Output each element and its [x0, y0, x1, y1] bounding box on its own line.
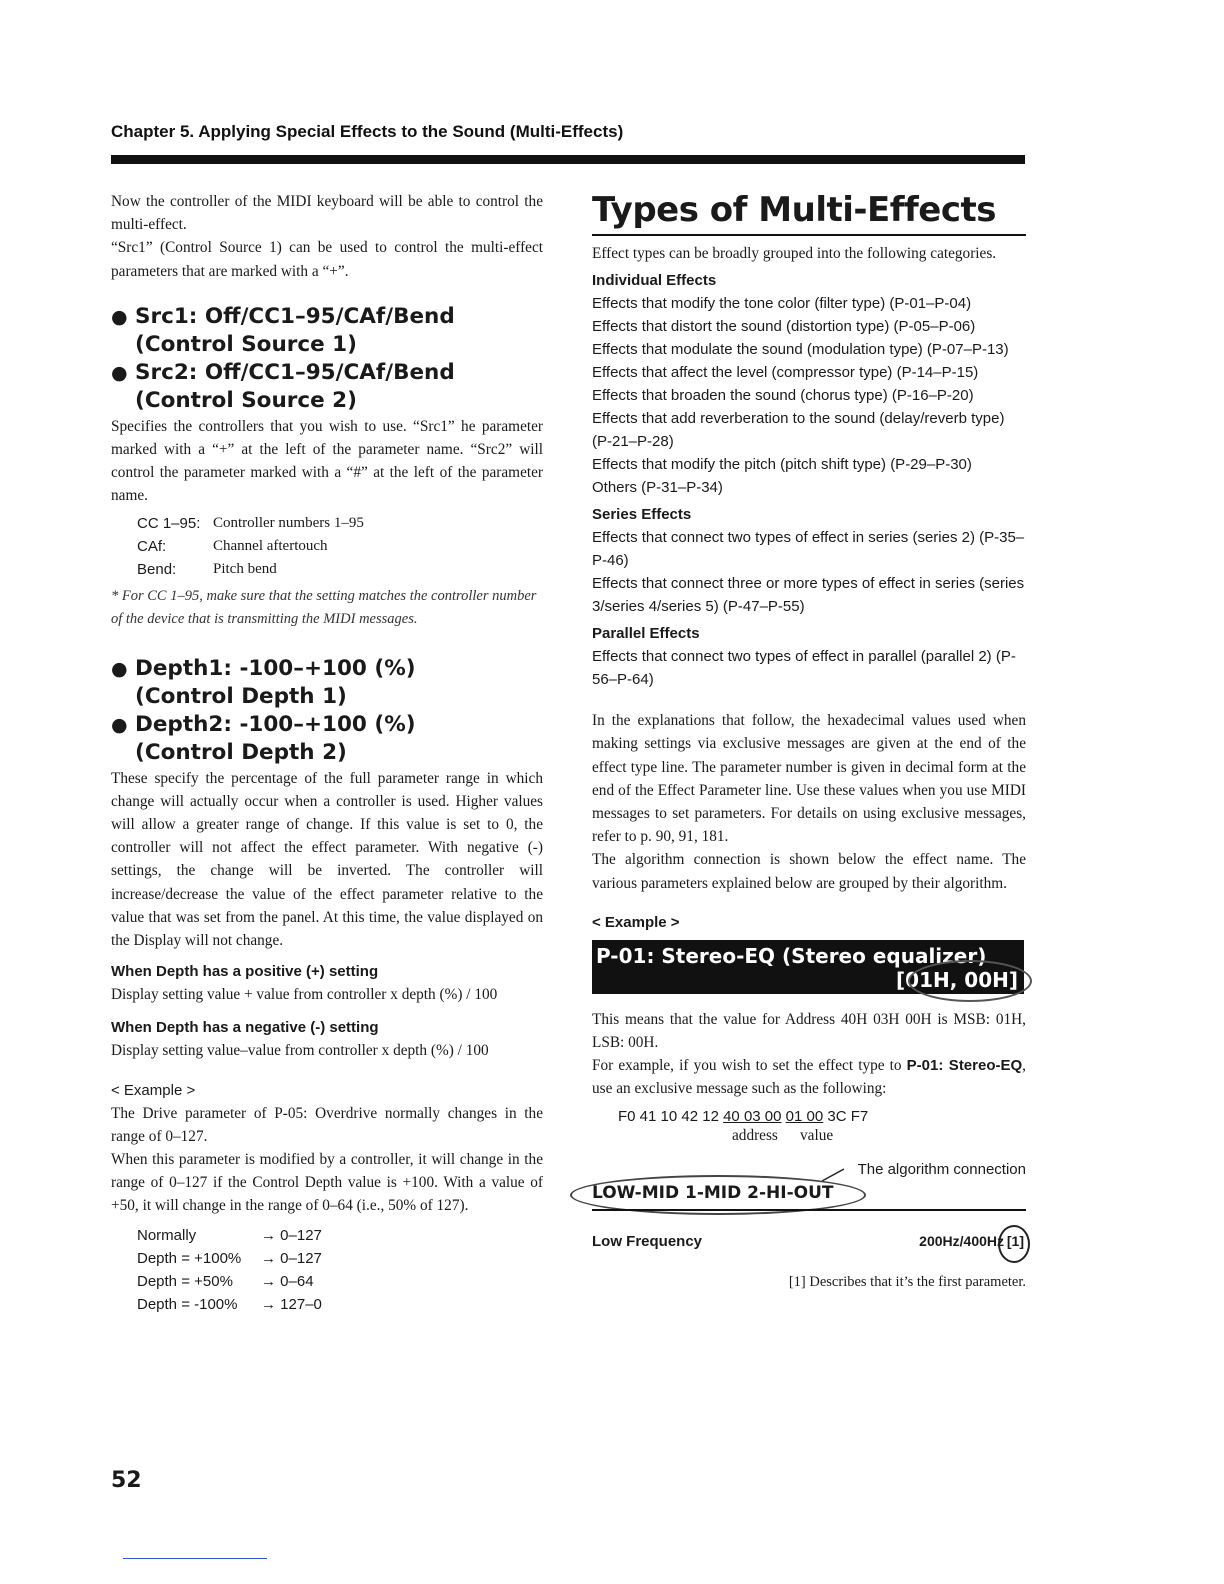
effect-type-banner — [592, 940, 1024, 994]
src2-heading: ● Src2: Off/CC1–95/CAf/Bend (Control Source 2) — [111, 359, 455, 414]
example-row: Depth = +100% → 0–127 — [137, 1249, 322, 1267]
negative-depth-body: Display setting value–value from controller x depth (%) / 100 — [111, 1042, 489, 1060]
explain-paragraph-2: The algorithm connection is shown below the effect name. The various parameters explained below are grouped by their algorithm. — [592, 851, 1026, 892]
left-column — [111, 190, 543, 1316]
parameter-value: 200Hz/400Hz — [919, 1232, 1004, 1249]
algorithm-example — [592, 1161, 1026, 1233]
banner-hex: [01H, 00H] — [896, 967, 1018, 992]
src-table — [111, 512, 543, 581]
banner-title: P-01: Stereo-EQ (Stereo equalizer) — [596, 943, 987, 968]
right-column — [592, 190, 1026, 1294]
list-item: Effects that add reverberation to the sound (delay/reverb type) (P-21–P-28) — [592, 410, 1005, 451]
example-body-1: The Drive parameter of P-05: Overdrive normally changes in the range of 0–127. — [111, 1104, 543, 1145]
positive-depth-body: Display setting value + value from controller x depth (%) / 100 — [111, 986, 498, 1004]
list-item: Effects that distort the sound (distortion type) (P-05–P-06) — [592, 318, 976, 336]
header-rule — [111, 155, 1025, 164]
parameter-line — [592, 1233, 1026, 1263]
bottom-line — [123, 1558, 267, 1559]
src-body: Specifies the controllers that you wish to use. “Src1” he parameter marked with a “+” at the left of the parameter name. “Src2” will control the parameter marked with a “#” at the left of the parameter name. — [111, 417, 543, 505]
list-item: Effects that modulate the sound (modulation type) (P-07–P-13) — [592, 341, 1009, 359]
src-row: CC 1–95: Controller numbers 1–95 — [137, 514, 364, 532]
individual-effects-heading: Individual Effects — [592, 272, 717, 290]
explain-paragraph-1: In the explanations that follow, the hexadecimal values used when making settings via exclusive messages are given at the end of the effect type line. The parameter number is given in decimal form at the end of the Effect Parameter line. Use these values when you use MIDI messages to set parameters. For details on using exclusive messages, refer to p. 90, 91, 181. — [592, 712, 1026, 846]
src-row: CAf: Channel aftertouch — [137, 537, 328, 555]
list-item: Effects that connect three or more types of effect in series (series 3/series 4/series 5) (P-47–P-55) — [592, 575, 1025, 616]
src-note: * For CC 1–95, make sure that the setting matches the controller number of the device that is transmitting the MIDI messages. — [111, 587, 537, 627]
example-label: < Example > — [111, 1081, 196, 1099]
negative-depth-heading: When Depth has a negative (-) setting — [111, 1019, 379, 1037]
algorithm-name: LOW-MID 1-MID 2-HI-OUT — [592, 1182, 834, 1203]
depth1-heading: ● Depth1: -100–+100 (%) (Control Depth 1) — [111, 655, 416, 710]
bullet-icon: ● — [111, 305, 128, 328]
example-label: < Example > — [592, 913, 680, 931]
parameter-name: Low Frequency — [592, 1232, 703, 1250]
intro-paragraph-2: “Src1” (Control Source 1) can be used to control the multi-effect parameters that are marked with a “+”. — [111, 239, 543, 280]
algorithm-rule — [592, 1209, 1026, 1211]
bullet-icon: ● — [111, 713, 128, 736]
example-row: Depth = +50% → 0–64 — [137, 1272, 314, 1290]
title-rule — [592, 234, 1026, 236]
src1-heading: ● Src1: Off/CC1–95/CAf/Bend (Control Source 1) — [111, 303, 455, 358]
positive-depth-heading: When Depth has a positive (+) setting — [111, 963, 379, 981]
example-table — [111, 1224, 543, 1316]
bullet-icon: ● — [111, 361, 128, 384]
intro-paragraph-1: Now the controller of the MIDI keyboard will be able to control the multi-effect. — [111, 193, 543, 234]
individual-effects-list — [592, 292, 1026, 499]
means-text: This means that the value for Address 40H 03H 00H is MSB: 01H, LSB: 00H. — [592, 1010, 1026, 1052]
hex-highlight-circle — [908, 960, 1032, 1002]
categories-intro: Effect types can be broadly grouped into the following categories. — [592, 245, 997, 262]
list-item: Effects that broaden the sound (chorus type) (P-16–P-20) — [592, 387, 974, 405]
series-effects-heading: Series Effects — [592, 506, 692, 524]
section-title: Types of Multi-Effects — [592, 190, 997, 230]
list-item: Effects that connect two types of effect in series (series 2) (P-35–P-46) — [592, 529, 1025, 570]
for-example-text: For example, if you wish to set the effect type to P-01: Stereo-EQ, use an exclusive message such as the following: — [592, 1057, 1026, 1098]
sysex-address: 40 03 00 — [723, 1107, 782, 1125]
page-number: 52 — [111, 1468, 142, 1493]
parallel-effects-heading: Parallel Effects — [592, 625, 700, 643]
example-row: Depth = -100% → 127–0 — [137, 1295, 322, 1313]
list-item: Others (P-31–P-34) — [592, 479, 723, 497]
chapter-header: Chapter 5. Applying Special Effects to the Sound (Multi-Effects) — [111, 122, 624, 141]
src-row: Bend: Pitch bend — [137, 560, 277, 578]
sysex-labels: address value — [732, 1126, 834, 1144]
list-item: Effects that connect two types of effect in parallel (parallel 2) (P-56–P-64) — [592, 648, 1016, 689]
bullet-icon: ● — [111, 657, 128, 680]
parameter-note: [1] Describes that it’s the first parameter. — [788, 1273, 1026, 1290]
example-row: Normally → 0–127 — [137, 1226, 322, 1244]
algorithm-callout: The algorithm connection — [857, 1160, 1026, 1178]
depth2-heading: ● Depth2: -100–+100 (%) (Control Depth 2) — [111, 711, 416, 766]
sysex-message: F0 41 10 42 12 40 03 00 01 00 3C F7 — [618, 1107, 869, 1125]
depth-body: These specify the percentage of the full parameter range in which change will actually occur when a controller is used. Higher values will allow a greater range of change. If this value is set to 0, the controller will not affect the effect parameter. With negative (-) settings, the change will be inverted. The controller will increase/decrease the value of the effect parameter relative to the value that was set from the panel. At this time, the value displayed on the Display will not change. — [111, 769, 543, 950]
list-item: Effects that affect the level (compressor type) (P-14–P-15) — [592, 364, 979, 382]
sysex-value: 01 00 — [785, 1107, 824, 1125]
parameter-index: [1] — [1006, 1232, 1024, 1249]
list-item: Effects that modify the pitch (pitch shift type) (P-29–P-30) — [592, 456, 972, 474]
index-highlight-circle — [998, 1225, 1030, 1263]
list-item: Effects that modify the tone color (filter type) (P-01–P-04) — [592, 295, 972, 313]
example-body-2: When this parameter is modified by a controller, it will change in the range of 0–127 if the Control Depth value is +100. With a value of +50, it will change in the range of 0–64 (i.e., 50% of 127). — [111, 1151, 543, 1215]
